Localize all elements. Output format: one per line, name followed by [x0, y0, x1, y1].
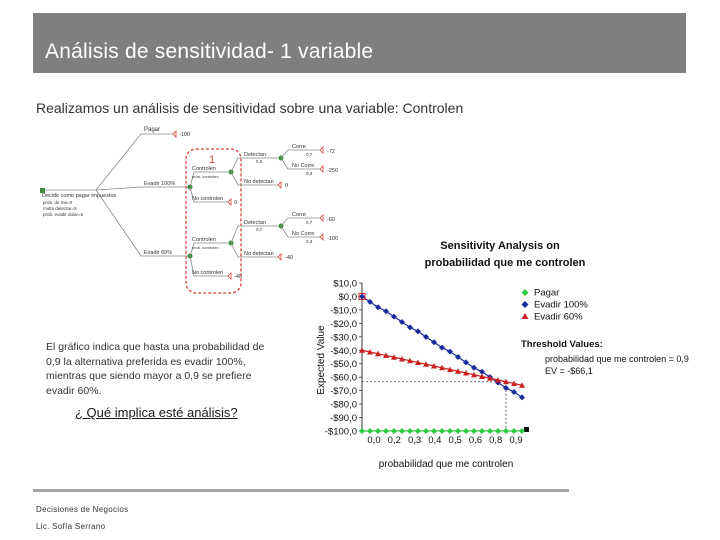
evadir60-nodetectan-value: -40	[285, 255, 293, 261]
evadir100-detectan-prob: 0,5	[256, 159, 263, 164]
root-label: Decidir como pagar impuestos	[42, 193, 117, 199]
x-tick-label: 0,5	[448, 435, 462, 446]
series-point	[439, 428, 445, 434]
evadir60-nocorre-value: -100	[327, 236, 339, 242]
x-tick-label: 0,9	[509, 435, 523, 446]
evadir100-controlen-label: Controlen	[192, 166, 216, 172]
y-tick-label: $0,0	[338, 291, 357, 303]
evadir100-nocontrolen-value: 0	[234, 200, 238, 206]
series-point	[359, 428, 365, 434]
y-tick-label: -$40,0	[330, 345, 357, 357]
y-tick-label: $10,0	[333, 278, 357, 290]
x-tick-label: 0,3	[407, 435, 422, 446]
evadir60-nocorre-prob: 0,3	[306, 239, 313, 244]
evadir60-nocontrolen-value: -40	[234, 274, 242, 280]
series-point	[423, 428, 429, 434]
page-title: Análisis de sensitividad- 1 variable	[45, 40, 374, 63]
y-tick-label: -$60,0	[330, 372, 357, 384]
explanation-text: El gráfico indica que hasta una probabilidad de 0,9 la alternativa preferida es evadir 100%, mientras que siendo mayor a 0,9 se prefiere evadir 60%.	[46, 341, 265, 397]
footer-author: Lic. Sofía Serrano	[36, 522, 106, 531]
legend-marker	[522, 313, 529, 319]
evadir60-nocorre-label: No Corre	[292, 231, 315, 237]
evadir60-detectan-prob: 0,7	[256, 227, 263, 232]
threshold-line-2: EV = -$66,1	[545, 366, 593, 376]
legend-marker	[522, 301, 529, 308]
root-note-3: prob. evadir dolar=5	[43, 212, 84, 217]
branch-evadir100-label: Evadir 100%	[144, 181, 176, 187]
series-point	[487, 428, 493, 434]
evadir100-nocontrolen-label: No controlen	[192, 196, 224, 202]
evadir100-nodetectan-label: No detectan	[244, 179, 274, 185]
x-tick-label: 0,8	[489, 435, 503, 446]
chart-title-line-1: Sensitivity Analysis on	[440, 240, 560, 252]
series-point	[471, 428, 477, 434]
x-tick-label: 0,6	[468, 435, 483, 446]
branch-pagar-value: -100	[179, 132, 191, 138]
series-point	[391, 428, 397, 434]
highlight-marker: 1	[209, 154, 216, 166]
series-point	[407, 428, 413, 434]
evadir60-corre-prob: 0,7	[306, 220, 313, 225]
x-tick-label: 0,0	[367, 435, 381, 446]
series-point	[511, 428, 517, 434]
y-tick-label: -$30,0	[330, 332, 357, 344]
sensitivity-chart-svg	[310, 235, 710, 475]
evadir100-corre-label: Corre	[292, 144, 306, 150]
evadir100-nocorre-label: No Corre	[292, 163, 315, 169]
evadir60-controlen-label: Controlen	[192, 237, 216, 243]
evadir100-corre-value: -72	[327, 149, 335, 155]
evadir100-corre-prob: 0,7	[306, 152, 313, 157]
series-point	[431, 428, 437, 434]
legend-marker	[522, 289, 529, 296]
y-tick-label: -$20,0	[330, 318, 357, 330]
evadir60-nodetectan-label: No detectan	[244, 251, 274, 257]
y-tick-label: -$80,0	[330, 399, 357, 411]
series-point	[375, 428, 381, 434]
series-point	[495, 428, 501, 434]
chart-x-axis-label: probabilidad que me controlen	[378, 459, 514, 470]
series-point	[463, 428, 469, 434]
legend-label: Pagar	[534, 287, 560, 299]
y-tick-label: -$70,0	[330, 386, 357, 398]
evadir60-controlen-sub: prob. controlen	[192, 245, 219, 250]
x-tick-label: 0,4	[428, 435, 442, 446]
root-note-2: multa detectar=5	[43, 206, 77, 211]
threshold-line-1: probabilidad que me controlen = 0,9	[545, 354, 689, 364]
series-point	[455, 428, 461, 434]
branch-evadir60-label: Evadir 60%	[144, 250, 173, 256]
sensitivity-chart	[310, 235, 710, 475]
y-tick-label: -$10,0	[330, 305, 357, 317]
title-bar	[33, 13, 686, 73]
evadir60-corre-value: -60	[327, 217, 335, 223]
chart-y-axis-label: Expected Value	[316, 325, 327, 395]
series-point	[479, 428, 485, 434]
series-point	[367, 428, 373, 434]
question-text: ¿ Qué implica esté análisis?	[75, 405, 238, 420]
series-point	[415, 428, 421, 434]
evadir60-detectan-label: Detectan	[244, 220, 267, 226]
series-point	[447, 428, 453, 434]
chart-title-line-2: probabilidad que me controlen	[424, 257, 586, 269]
threshold-heading: Threshold Values:	[521, 339, 603, 350]
evadir100-detectan-label: Detectan	[244, 152, 267, 158]
legend-label: Evadir 100%	[534, 299, 588, 311]
legend-label: Evadir 60%	[534, 311, 583, 323]
y-tick-label: -$90,0	[330, 413, 357, 425]
x-tick-label: 0,2	[387, 435, 401, 446]
series-point	[399, 428, 405, 434]
footer-divider	[33, 489, 569, 492]
evadir100-nocorre-prob: 0,3	[306, 171, 313, 176]
series-point	[503, 428, 509, 434]
footer-course: Decisiones de Negocios	[36, 505, 129, 514]
y-tick-label: -$100,0	[324, 426, 357, 438]
root-note-1: prob. de me=0	[43, 200, 73, 205]
evadir60-corre-label: Corre	[292, 212, 306, 218]
series-point	[383, 428, 389, 434]
y-tick-label: -$50,0	[330, 359, 357, 371]
branch-pagar-label: Pagar	[144, 127, 161, 133]
evadir100-nodetectan-value: 0	[285, 183, 289, 189]
evadir100-nocorre-value: -250	[327, 168, 339, 174]
evadir100-controlen-sub: prob. controlen	[192, 174, 219, 179]
evadir60-nocontrolen-label: No controlen	[192, 270, 224, 276]
intro-text: Realizamos un análisis de sensitividad sobre una variable: Controlen	[36, 100, 464, 116]
